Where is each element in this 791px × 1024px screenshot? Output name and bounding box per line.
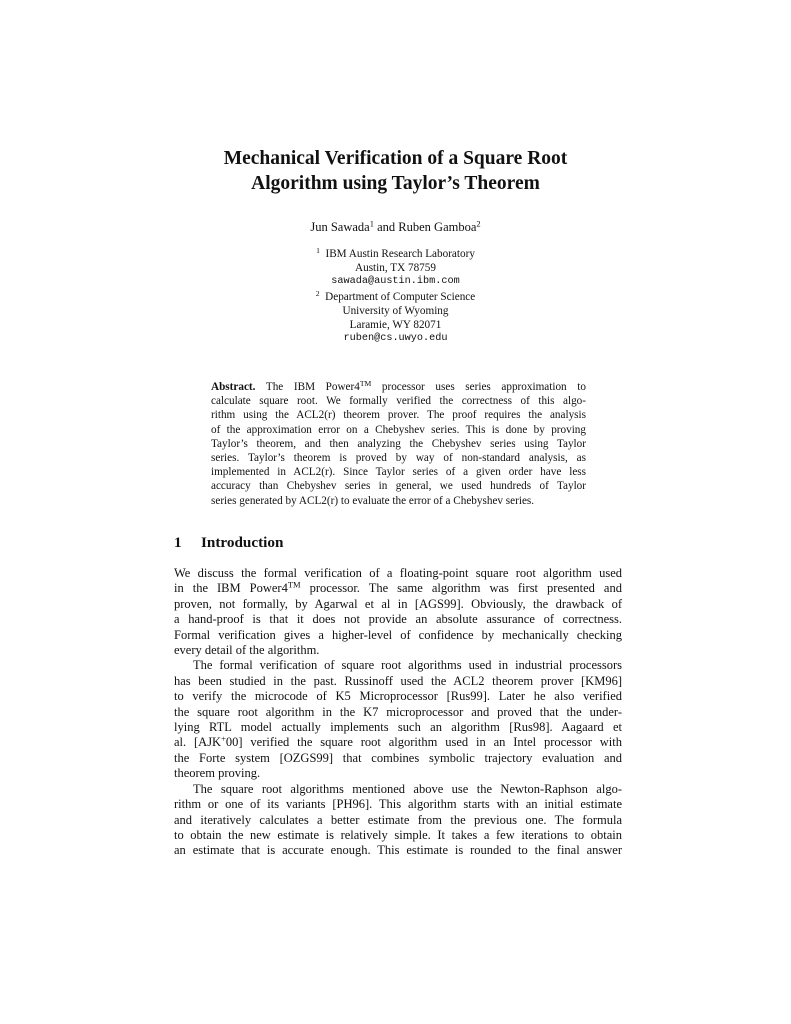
- paragraph-2-line-7: the Forte system [OZGS99] that combines symbolic trajectory evaluation and: [174, 750, 622, 765]
- plus-mark: +: [221, 733, 226, 744]
- paragraph-1: [174, 566, 622, 658]
- paragraph-2-line-5: lying RTL model actually implements such an algorithm [Rus98]. Aagaard et: [174, 720, 622, 735]
- paragraph-1-line-2: in the IBM Power4™ processor. The same algorithm was first presented and: [174, 579, 622, 596]
- author-1-mark: 1: [369, 218, 374, 229]
- affiliation-2-line-2: University of Wyoming: [342, 304, 449, 317]
- paragraph-2-line-6: al. [AJK+00] verified the square root algorithm used in an Intel processor with: [174, 733, 622, 750]
- paragraph-2-line-4: the square root algorithm in the K7 microprocessor and proved that the under-: [174, 704, 622, 719]
- affiliation-2-email: ruben@cs.uwyo.edu: [343, 333, 448, 345]
- trademark-mark: TM: [287, 579, 301, 590]
- section-title: Introduction: [201, 534, 284, 551]
- section-body: [174, 566, 622, 859]
- affiliation-1-mark: 1: [316, 245, 320, 255]
- author-1: Jun Sawada: [310, 220, 370, 234]
- abstract-line-4: of the approximation error on a Chebyshev series. This is done by proving: [211, 423, 586, 436]
- paragraph-3-line-3: and iteratively calculates a better estimate from the previous one. The formula: [174, 812, 622, 827]
- paragraph-3: [174, 782, 622, 859]
- affiliations: [0, 247, 791, 346]
- abstract-line-7: implemented in ACL2(r). Since Taylor series of a given order have less: [211, 466, 586, 479]
- abstract-line-9: series generated by ACL2(r) to evaluate the error of a Chebyshev series.: [211, 494, 535, 507]
- paragraph-2-line-3: to verify the microcode of K5 Microprocessor [Rus99]. Later he also verified: [174, 689, 622, 704]
- paragraph-1-line-1: We discuss the formal verification of a floating-point square root algorithm used: [174, 566, 622, 580]
- abstract-line-3: rithm using the ACL2(r) theorem prover. The proof requires the analysis: [211, 409, 586, 422]
- paragraph-1-line-3: proven, not formally, by Agarwal et al in [AGS99]. Obviously, the drawback of: [174, 596, 622, 611]
- author-2: Ruben Gamboa: [398, 220, 477, 234]
- section-heading: [174, 534, 283, 552]
- abstract-line-6: series. Taylor’s theorem is proved by way of non-standard analysis, as: [211, 452, 586, 465]
- paragraph-3-line-2: rithm or one of its variants [PH96]. This algorithm starts with an initial estimate: [174, 797, 622, 812]
- affiliation-1-email: sawada@austin.ibm.com: [331, 276, 460, 288]
- paragraph-3-line-1: The square root algorithms mentioned above use the Newton-Raphson algo-: [193, 781, 622, 796]
- abstract-line-5: Taylor’s theorem, and then analyzing the Chebyshev series using Taylor: [211, 437, 586, 450]
- author-2-mark: 2: [476, 218, 481, 229]
- affiliation-2-mark: 2: [315, 288, 320, 298]
- paragraph-2-line-8: theorem proving.: [174, 766, 261, 781]
- author-list: [0, 220, 791, 235]
- abstract-line-2: calculate square root. We formally verified the correctness of this algo-: [211, 395, 586, 408]
- paragraph-2-line-1: The formal verification of square root algorithms used in industrial processors: [193, 658, 622, 673]
- affiliation-1-line-1: $^1$ IBM Austin Research Laboratory: [316, 245, 475, 260]
- paragraph-1-line-4: a hand-proof is that it does not provide an absolute assurance of correctness.: [174, 612, 622, 627]
- abstract-line-1: Abstract. The IBM Power4™ processor uses series approximation to: [211, 378, 586, 393]
- affiliation-2-line-1: $^2$ Department of Computer Science: [315, 288, 476, 303]
- paragraph-3-line-4: to obtain the new estimate is relatively simple. It takes a few iterations to obtain: [174, 827, 622, 842]
- author-separator: and: [373, 220, 399, 234]
- abstract: [211, 380, 586, 508]
- title-line-2: Algorithm using Taylor’s Theorem: [251, 173, 540, 194]
- paragraph-2-line-2: has been studied in the past. Russinoff used the ACL2 theorem prover [KM96]: [174, 673, 622, 688]
- section-number: 1: [174, 534, 182, 551]
- title-line-1: Mechanical Verification of a Square Root: [223, 148, 568, 169]
- abstract-line-8: accuracy than Chebyshev series in general, we used hundreds of Taylor: [211, 480, 586, 493]
- paragraph-1-line-5: Formal verification gives a higher-level of confidence by mechanically checking: [174, 627, 622, 642]
- affiliation-2-line-3: Laramie, WY 82071: [349, 319, 442, 332]
- affiliation-1-line-2: Austin, TX 78759: [355, 262, 436, 275]
- paper-title: [0, 146, 791, 196]
- abstract-label: Abstract.: [211, 381, 256, 393]
- trademark-mark: TM: [359, 378, 372, 388]
- paragraph-1-line-6: every detail of the algorithm.: [174, 643, 320, 658]
- paragraph-2: [174, 658, 622, 781]
- paragraph-3-line-5: an estimate that is accurate enough. This estimate is rounded to the final answer: [174, 843, 622, 858]
